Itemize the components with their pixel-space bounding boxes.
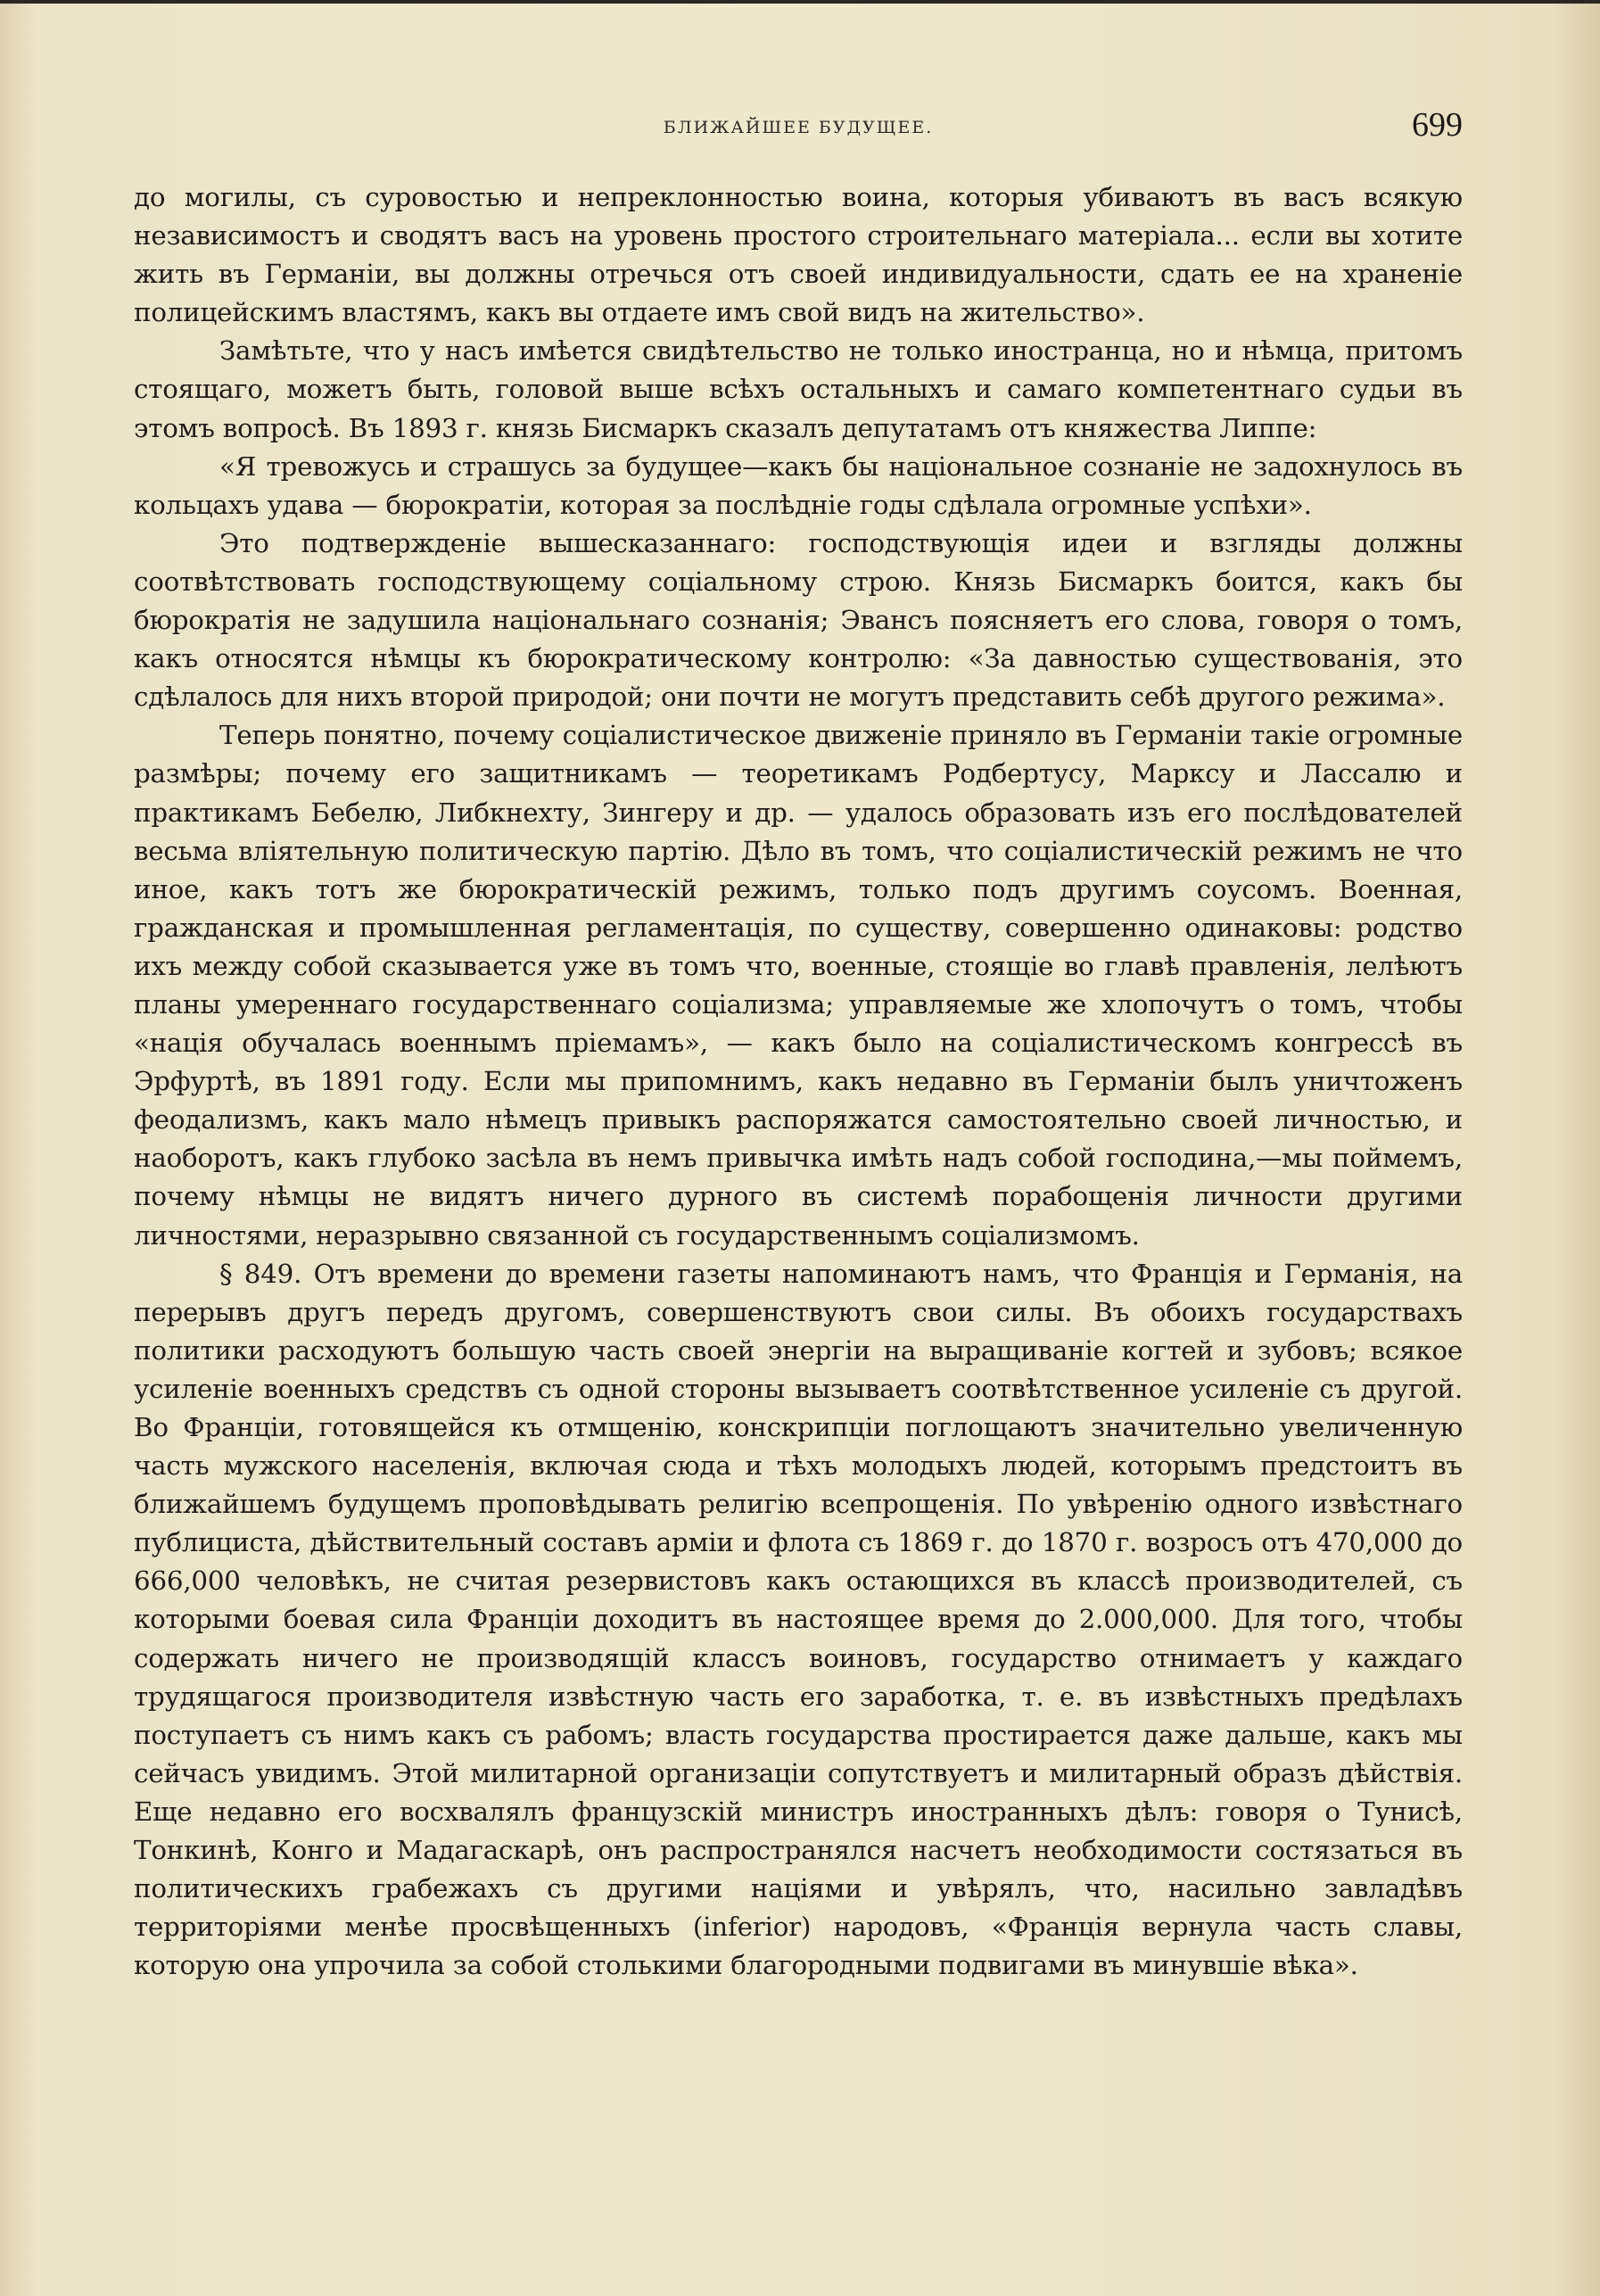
page-top-edge bbox=[0, 0, 1600, 4]
paragraph: Теперь понятно, почему соціалистическое движеніе приняло въ Германіи такіе огромные размѣры; почему его защитникамъ — теоретикамъ Родбертусу, Марксу и Лассалю и практикамъ Бебелю, Либкнехту, Зингеру и др. — удалось образовать изъ его послѣдователей весьма вліятельную политическую партію. Дѣло въ томъ, что соціалистическій режимъ не что иное, какъ тотъ же бюрократическій режимъ, только подъ другимъ соусомъ. Военная, гражданская и промышленная регламентація, по существу, совершенно одинаковы: родство ихъ между собой сказывается уже въ томъ что, военные, стоящіе во главѣ правленія, лелѣютъ планы умереннаго государственнаго соціализма; управляемые же хлопочутъ о томъ, чтобы «нація обучалась военнымъ пріемамъ», — какъ было на соціалистическомъ конгрессѣ въ Эрфуртѣ, въ 1891 году. Если мы припомнимъ, какъ недавно въ Германіи былъ уничтоженъ феодализмъ, какъ мало нѣмецъ привыкъ распоряжатся самостоятельно своей личностью, и наоборотъ, какъ глубоко засѣла въ немъ привычка имѣть надъ собой господина,—мы поймемъ, почему нѣмцы не видятъ ничего дурного въ системѣ порабощенія личности другими личностями, неразрывно связанной съ государственнымъ соціализмомъ. bbox=[134, 720, 1463, 1251]
paragraph: Это подтвержденіе вышесказаннаго: господствующія идеи и взгляды должны соотвѣтствовать господствующему соціальному строю. Князь Бисмаркъ боится, какъ бы бюрократія не задушила національнаго сознанія; Эвансъ поясняетъ его слова, говоря о томъ, какъ относятся нѣмцы къ бюрократическому контролю: «За давностью существованія, это сдѣлалось для нихъ второй природой; они почти не могутъ представить себѣ другого режима». bbox=[134, 527, 1463, 713]
body-text bbox=[134, 178, 1463, 1985]
paragraph: Замѣтьте, что у насъ имѣется свидѣтельство не только иностранца, но и нѣмца, притомъ стоящаго, можетъ быть, головой выше всѣхъ остальныхъ и самаго компетентнаго судьи въ этомъ вопросѣ. Въ 1893 г. князь Бисмаркъ сказалъ депутатамъ отъ княжества Липпе: bbox=[134, 335, 1463, 443]
running-head: БЛИЖАЙШЕЕ БУДУЩЕЕ. bbox=[663, 118, 934, 137]
page-header bbox=[134, 105, 1463, 148]
quote-paragraph: «Я тревожусь и страшусь за будущее—какъ бы національное сознаніе не задохнулось въ кольцахъ удава — бюрократіи, которая за послѣдніе годы сдѣлала огромные успѣхи». bbox=[134, 450, 1463, 520]
page-number: 699 bbox=[1412, 106, 1463, 144]
paragraph: до могилы, съ суровостью и непреклонностью воина, которыя убиваютъ въ васъ всякую независимостъ и сводятъ васъ на уровень простого строительнаго матеріала... если вы хотите жить въ Германіи, вы должны отречься отъ своей индивидуальности, сдать ее на храненіе полицейскимъ властямъ, какъ вы отдаете имъ свой видъ на жительство». bbox=[134, 182, 1463, 328]
section-paragraph: § 849. Отъ времени до времени газеты напоминаютъ намъ, что Франція и Германія, на перерывъ другъ передъ другомъ, совершенствуютъ свои силы. Въ обоихъ государствахъ политики расходуютъ большую часть своей энергіи на выращиваніе когтей и зубовъ; всякое усиленіе военныхъ средствъ съ одной стороны вызываетъ соотвѣтственное усиленіе съ другой. Во Франціи, готовящейся къ отмщенію, конскрипціи поглощаютъ значительно увеличенную часть мужского населенія, включая сюда и тѣхъ молодыхъ людей, которымъ предстоитъ въ ближайшемъ будущемъ проповѣдывать религію всепрощенія. По увѣренію одного извѣстнаго публициста, дѣйствительный составъ арміи и флота съ 1869 г. до 1870 г. возросъ отъ 470,000 до 666,000 человѣкъ, не считая резервистовъ какъ остающихся въ классѣ производителей, съ которыми боевая сила Франціи доходитъ въ настоящее время до 2.000,000. Для того, чтобы содержать ничего не производящій классъ воиновъ, государство отнимаетъ у каждаго трудящагося производителя извѣстную часть его заработка, т. е. въ извѣстныхъ предѣлахъ поступаетъ съ нимъ какъ съ рабомъ; власть государства простирается даже дальше, какъ мы сейчасъ увидимъ. Этой милитарной организаціи сопутствуетъ и милитарный образъ дѣйствія. Еще недавно его восхвалялъ французскій министръ иностранныхъ дѣлъ: говоря о Тунисѣ, Тонкинѣ, Конго и Мадагаскарѣ, онъ распространялся насчетъ необходимости состязаться въ политическихъ грабежахъ съ другими націями и увѣрялъ, что, насильно завладѣвъ территоріями менѣе просвѣщенныхъ (inferior) народовъ, «Франція вернула часть славы, которую она упрочила за собой столькими благородными подвигами въ минувшіе вѣка». bbox=[134, 1258, 1463, 1981]
